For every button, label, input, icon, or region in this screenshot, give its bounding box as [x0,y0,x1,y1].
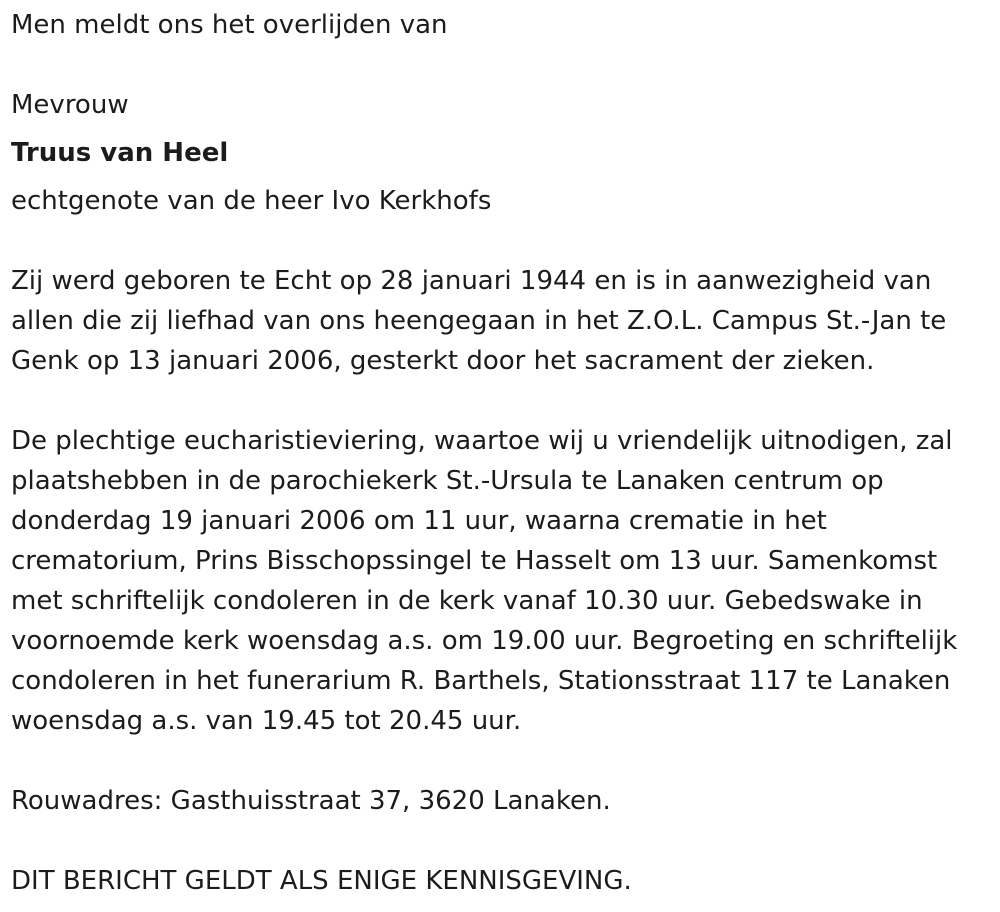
salutation: Mevrouw [11,90,129,120]
spacer [11,821,991,861]
paragraph-line: condoleren in het funerarium R. Barthels, Stationsstraat 117 te Lanaken [11,666,951,696]
mourning-address: Rouwadres: Gasthuisstraat 37, 3620 Lanaken. [11,786,611,816]
death-notice [11,5,991,901]
paragraph-line: allen die zij liefhad van ons heengegaan in het Z.O.L. Campus St.-Jan te [11,306,947,336]
paragraph-line: Genk op 13 januari 2006, gesterkt door het sacrament der zieken. [11,346,875,376]
paragraph-line: De plechtige eucharistieviering, waartoe wij u vriendelijk uitnodigen, zal [11,426,953,456]
spacer [11,45,991,85]
paragraph-line: crematorium, Prins Bisschopssingel te Hasselt om 13 uur. Samenkomst [11,546,938,576]
paragraph-line: donderdag 19 januari 2006 om 11 uur, waarna crematie in het [11,506,827,536]
paragraph-line: voornoemde kerk woensdag a.s. om 19.00 uur. Begroeting en schriftelijk [11,626,958,656]
spacer [11,381,991,421]
deceased-name: Truus van Heel [11,138,229,168]
paragraph-line: plaatshebben in de parochiekerk St.-Ursula te Lanaken centrum op [11,466,884,496]
intro-line: Men meldt ons het overlijden van [11,10,448,40]
closing-statement: DIT BERICHT GELDT ALS ENIGE KENNISGEVING. [11,866,632,896]
ceremony-paragraph [11,421,991,741]
paragraph-line: met schriftelijk condoleren in de kerk vanaf 10.30 uur. Gebedswake in [11,586,923,616]
birth-paragraph [11,261,991,381]
spacer [11,221,991,261]
paragraph-line: woensdag a.s. van 19.45 tot 20.45 uur. [11,706,522,736]
spouse-line: echtgenote van de heer Ivo Kerkhofs [11,186,492,216]
paragraph-line: Zij werd geboren te Echt op 28 januari 1944 en is in aanwezigheid van [11,266,932,296]
spacer [11,741,991,781]
